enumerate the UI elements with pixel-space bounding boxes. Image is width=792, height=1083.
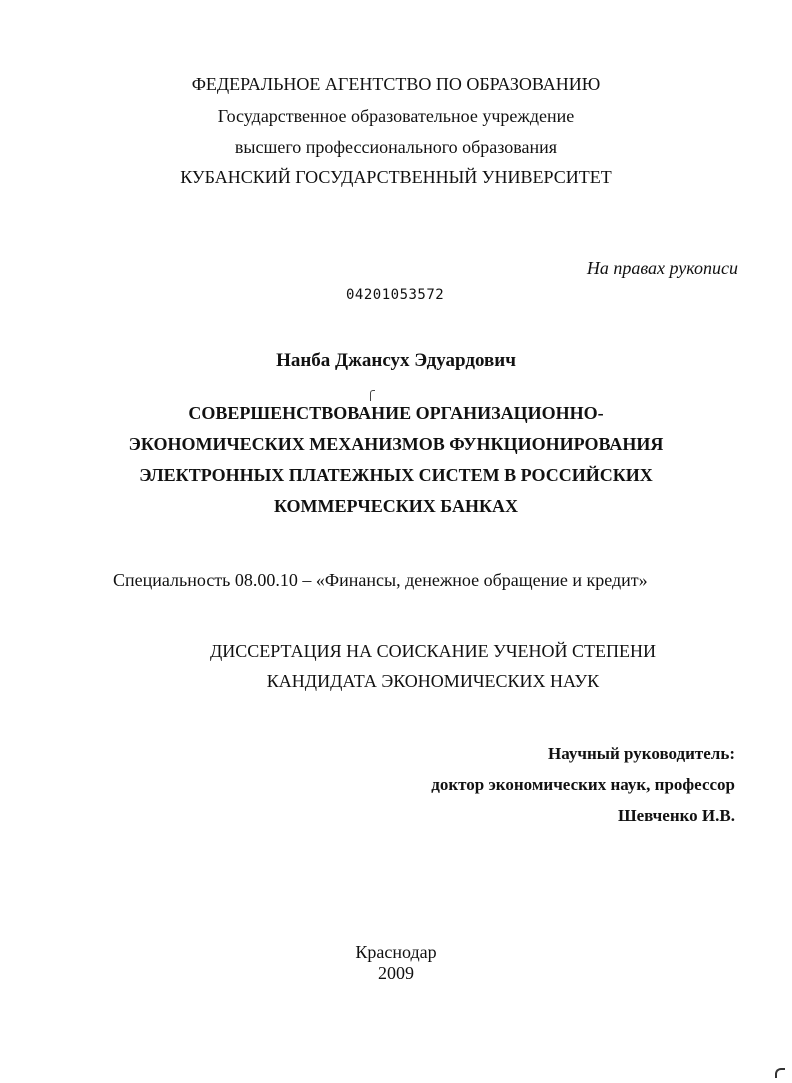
title-line: ЭКОНОМИЧЕСКИХ МЕХАНИЗМОВ ФУНКЦИОНИРОВАНИЯ (128, 434, 664, 454)
catalog-number: 04201053572 (346, 287, 445, 303)
manuscript-note: На правах рукописи (586, 258, 738, 278)
title-line: ЭЛЕКТРОННЫХ ПЛАТЕЖНЫХ СИСТЕМ В РОССИЙСКИХ (139, 465, 653, 485)
supervisor-name: Шевченко И.В. (617, 806, 735, 825)
degree-line-2: КАНДИДАТА ЭКОНОМИЧЕСКИХ НАУК (266, 671, 600, 691)
specialty-line: Специальность 08.00.10 – «Финансы, денежное обращение и кредит» (113, 570, 648, 590)
city: Краснодар (355, 942, 437, 962)
year: 2009 (378, 963, 414, 983)
author-name: Нанба Джансух Эдуардович (276, 350, 516, 371)
corner-scan-mark (775, 1068, 785, 1078)
degree-line-1: ДИССЕРТАЦИЯ НА СОИСКАНИЕ УЧЕНОЙ СТЕПЕНИ (209, 641, 657, 661)
agency-heading: ФЕДЕРАЛЬНОЕ АГЕНТСТВО ПО ОБРАЗОВАНИЮ (191, 74, 601, 94)
institution-level: высшего профессионального образования (234, 137, 558, 157)
institution-type: Государственное образовательное учреждение (217, 106, 575, 126)
university-name: КУБАНСКИЙ ГОСУДАРСТВЕННЫЙ УНИВЕРСИТЕТ (180, 167, 612, 187)
supervisor-title: доктор экономических наук, профессор (431, 775, 735, 794)
title-line: СОВЕРШЕНСТВОВАНИЕ ОРГАНИЗАЦИОННО- (188, 403, 604, 423)
supervisor-label: Научный руководитель: (548, 744, 735, 763)
title-line: КОММЕРЧЕСКИХ БАНКАХ (273, 496, 519, 516)
